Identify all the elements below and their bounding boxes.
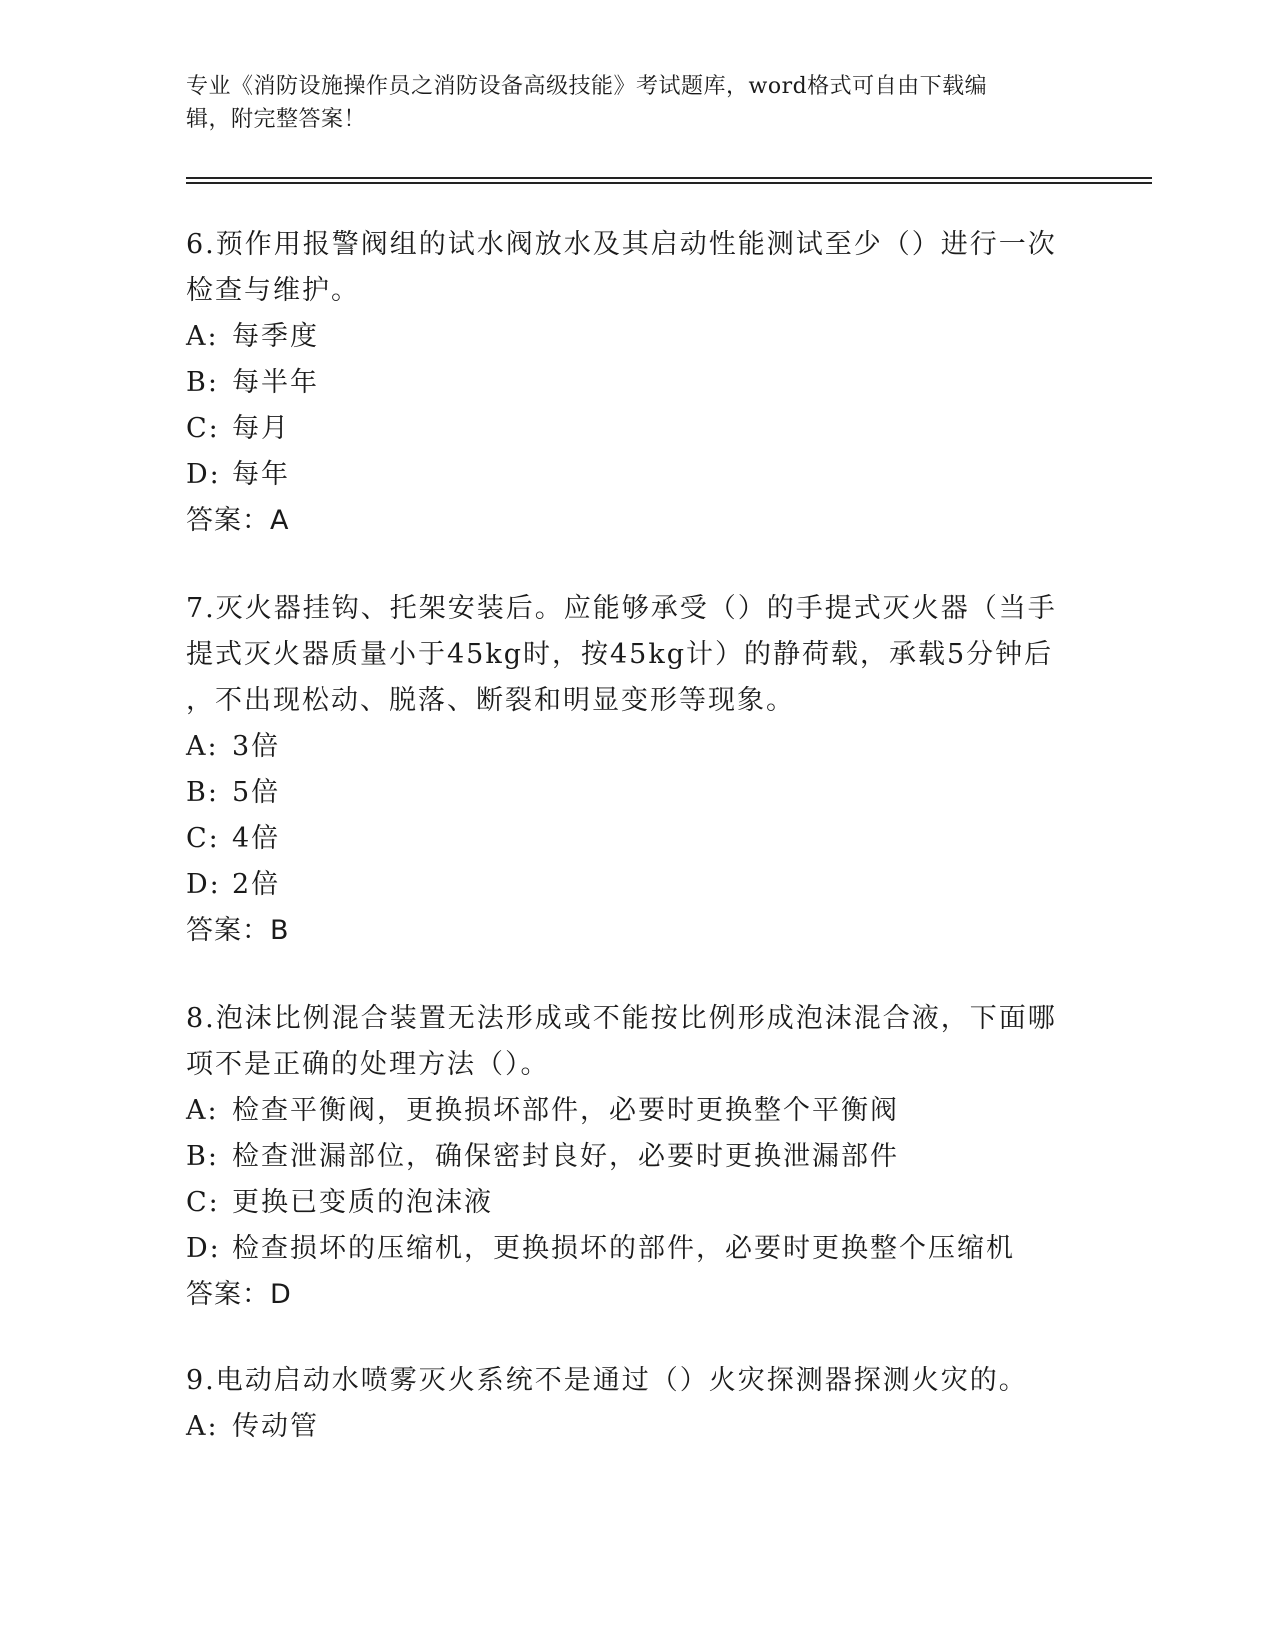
option-c: C: 4倍 [186,823,281,854]
option-a: A: 检查平衡阀，更换损坏部件，必要时更换整个平衡阀 [186,1095,899,1126]
option-a: A: 每季度 [186,321,319,352]
question-stem-line: 8.泡沫比例混合装置无法形成或不能按比例形成泡沫混合液，下面哪 [186,1003,1057,1034]
option-b: B: 每半年 [186,367,319,398]
question-9 [186,1358,1066,1450]
question-stem-line: ，不出现松动、脱落、断裂和明显变形等现象。 [186,685,795,716]
header-rule-bottom [186,182,1152,184]
option-d: D: 2倍 [186,869,281,900]
answer-line: 答案：A [186,505,290,536]
option-d: D: 检查损坏的压缩机，更换损坏的部件，必要时更换整个压缩机 [186,1233,1015,1264]
answer-line: 答案：D [186,1279,292,1310]
question-6 [186,222,1066,544]
answer-line: 答案：B [186,915,290,946]
header-line-2: 辑，附完整答案！ [186,107,367,132]
question-stem-line: 提式灭火器质量小于45kg时，按45kg计）的静荷载，承载5分钟后 [186,639,1054,670]
question-7 [186,586,1066,954]
header-line-1: 专业《消防设施操作员之消防设备高级技能》考试题库，word格式可自由下载编 [186,74,988,99]
option-c: C: 更换已变质的泡沫液 [186,1187,493,1218]
header-rule-top [186,177,1152,179]
question-stem-line: 检查与维护。 [186,275,360,306]
option-c: C: 每月 [186,413,290,444]
question-stem-line: 7.灭火器挂钩、托架安装后。应能够承受（）的手提式灭火器（当手 [186,593,1057,624]
question-stem-line: 6.预作用报警阀组的试水阀放水及其启动性能测试至少（）进行一次 [186,229,1057,260]
option-b: B: 5倍 [186,777,281,808]
option-d: D: 每年 [186,459,290,490]
document-header [186,70,1066,136]
option-a: A: 传动管 [186,1411,319,1442]
option-a: A: 3倍 [186,731,281,762]
option-b: B: 检查泄漏部位，确保密封良好，必要时更换泄漏部件 [186,1141,899,1172]
question-stem-line: 9.电动启动水喷雾灭火系统不是通过（）火灾探测器探测火灾的。 [186,1365,1028,1396]
question-stem-line: 项不是正确的处理方法（）。 [186,1049,550,1080]
question-8 [186,996,1066,1318]
